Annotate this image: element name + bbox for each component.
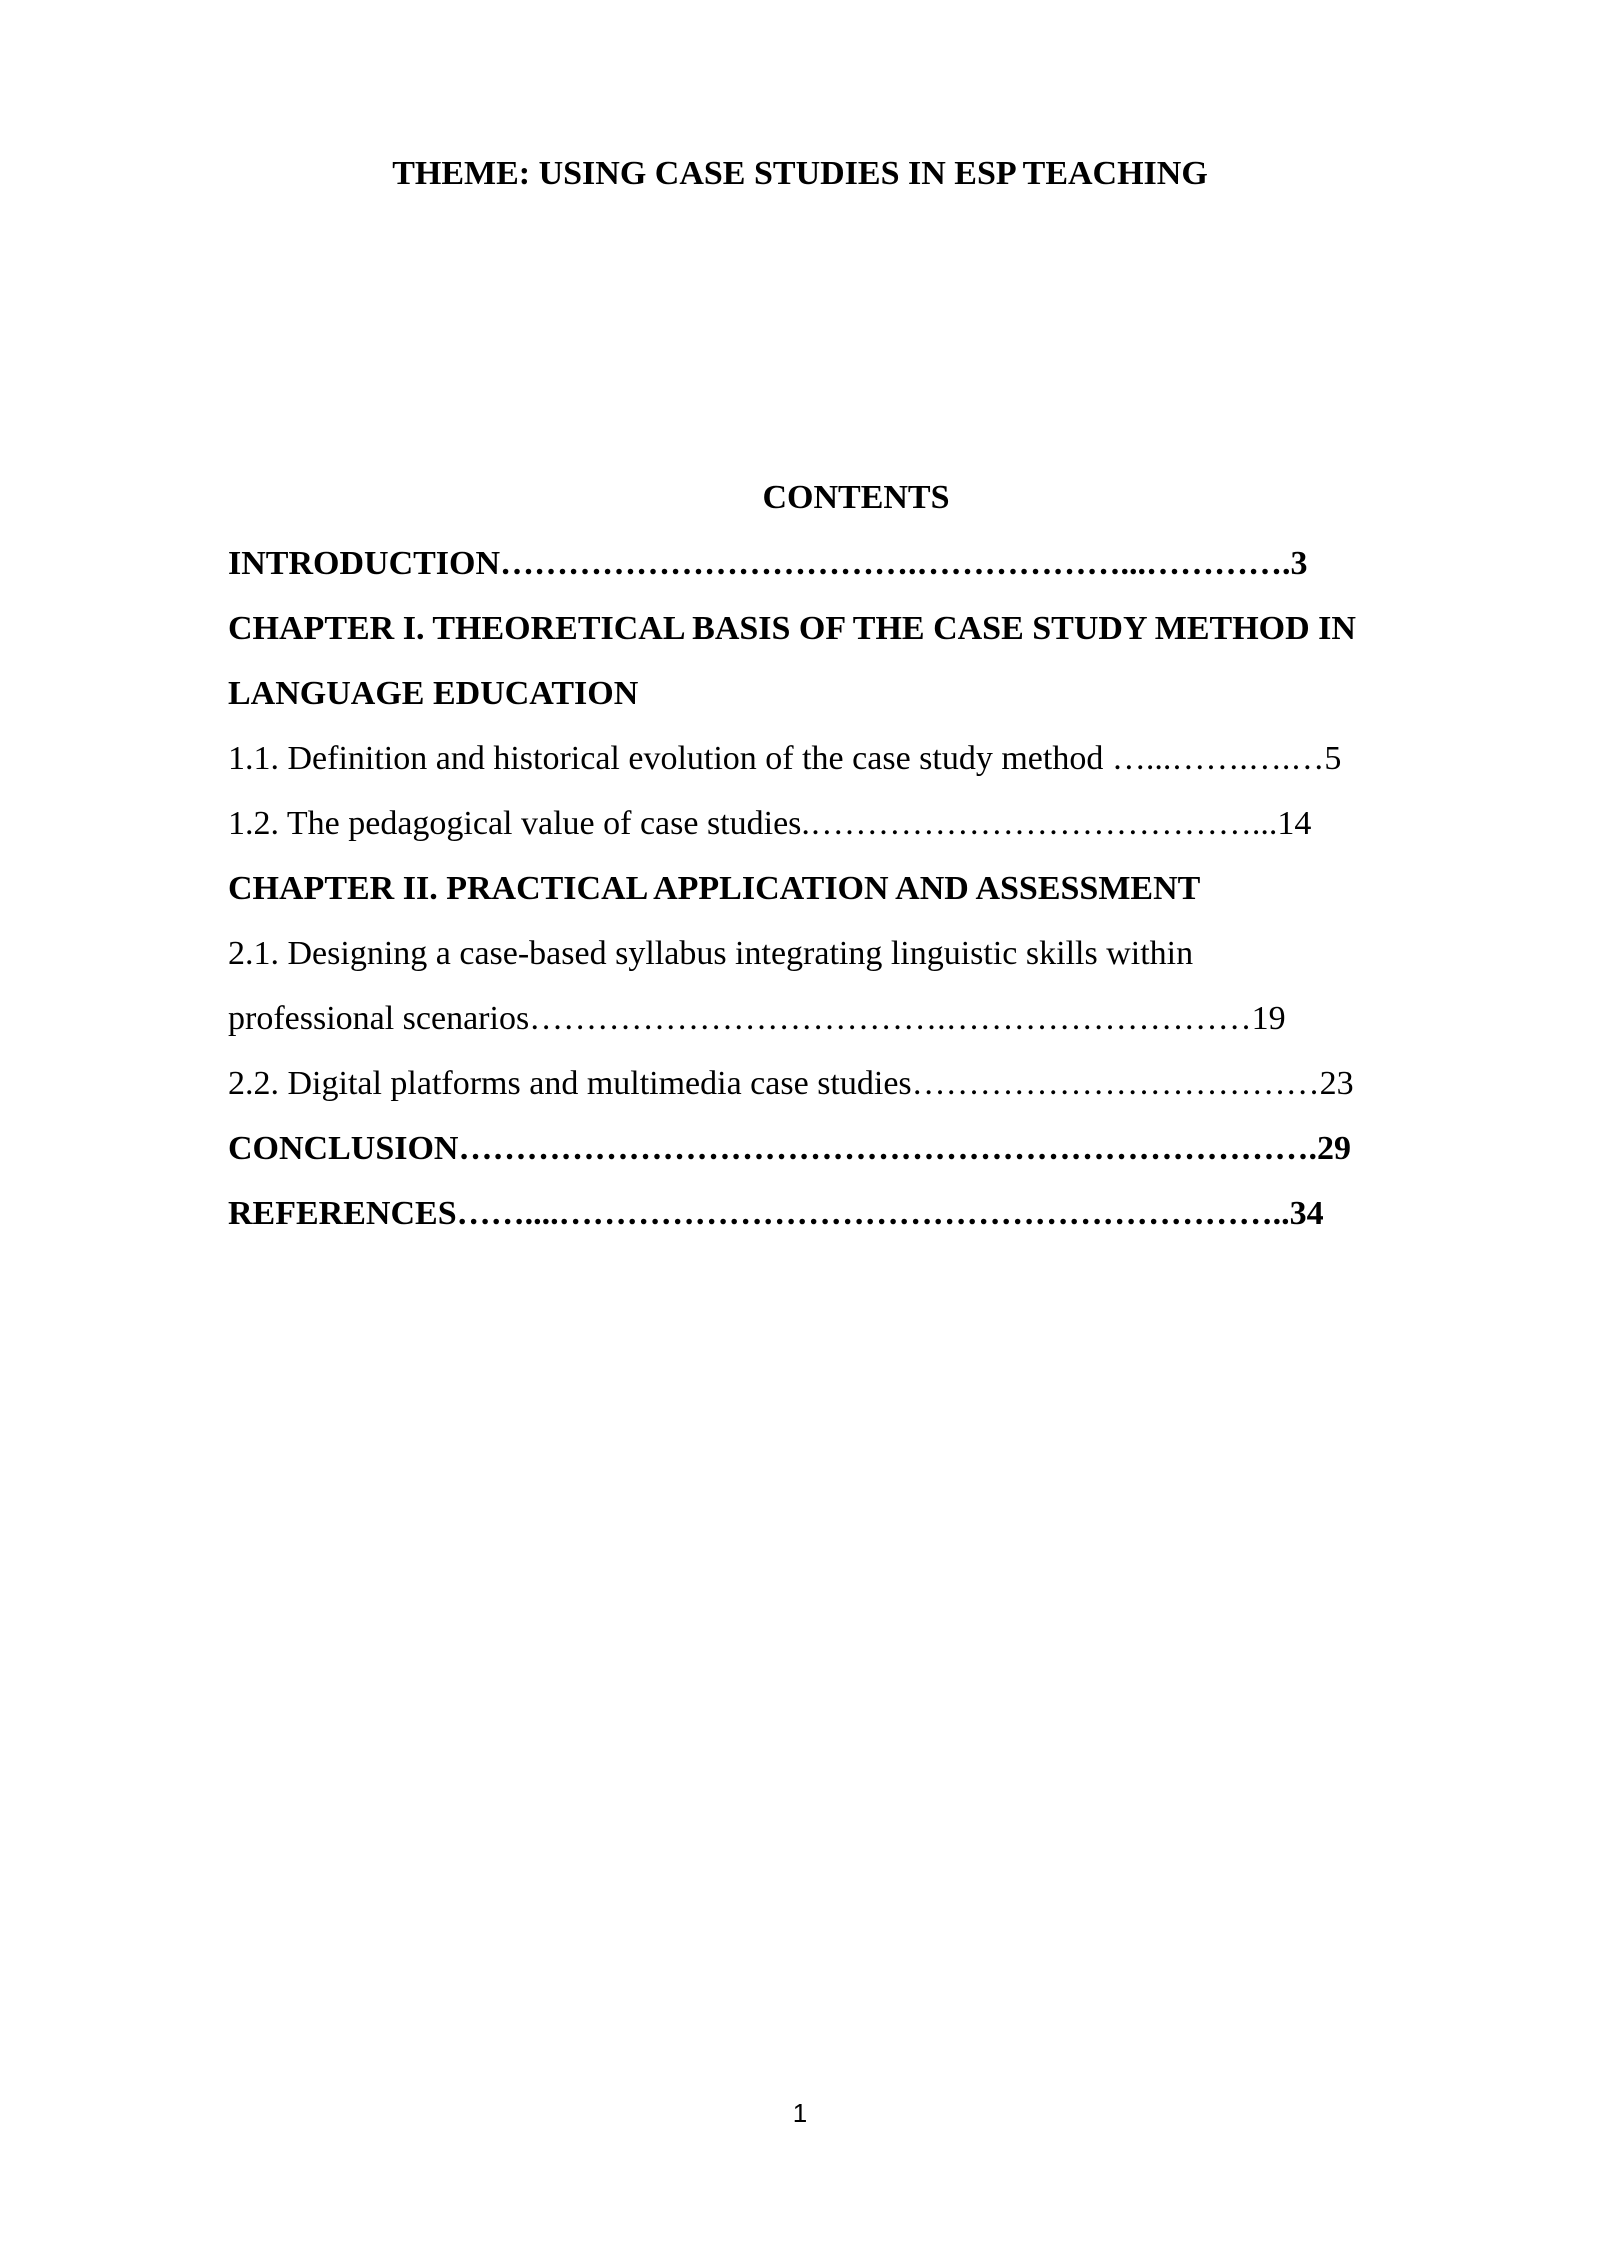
toc-entry-introduction: INTRODUCTION……………………………….………………...………….3	[228, 545, 1308, 582]
toc-entry-conclusion: CONCLUSION………………………………………………………………….29	[228, 1130, 1351, 1167]
document-theme-title: THEME: USING CASE STUDIES IN ESP TEACHING	[392, 155, 1208, 192]
toc-entry-chapter-1-title-line-2: LANGUAGE EDUCATION	[228, 675, 639, 712]
toc-entry-section-1-2: 1.2. The pedagogical value of case studies.…………………………………...14	[228, 805, 1312, 842]
toc-entry-chapter-1-title-line-1: CHAPTER I. THEORETICAL BASIS OF THE CASE STUDY METHOD IN	[228, 610, 1356, 647]
contents-heading: CONTENTS	[762, 479, 950, 516]
toc-entry-section-2-2: 2.2. Digital platforms and multimedia case studies………………………………23	[228, 1065, 1354, 1102]
toc-entry-chapter-2: CHAPTER II. PRACTICAL APPLICATION AND ASSESSMENT	[228, 870, 1201, 907]
toc-entry-section-1-1: 1.1. Definition and historical evolution of the case study method …...…….….…5	[228, 740, 1342, 777]
toc-entry-references: REFERENCES……....………………………………………………………..34	[228, 1195, 1324, 1232]
toc-entry-section-2-1-line-1: 2.1. Designing a case-based syllabus integrating linguistic skills within	[228, 935, 1194, 972]
toc-entry-section-2-1-line-2: professional scenarios……………………………….………………………19	[228, 1000, 1286, 1037]
page-number: 1	[792, 2098, 808, 2128]
table-of-contents	[228, 540, 1528, 1255]
